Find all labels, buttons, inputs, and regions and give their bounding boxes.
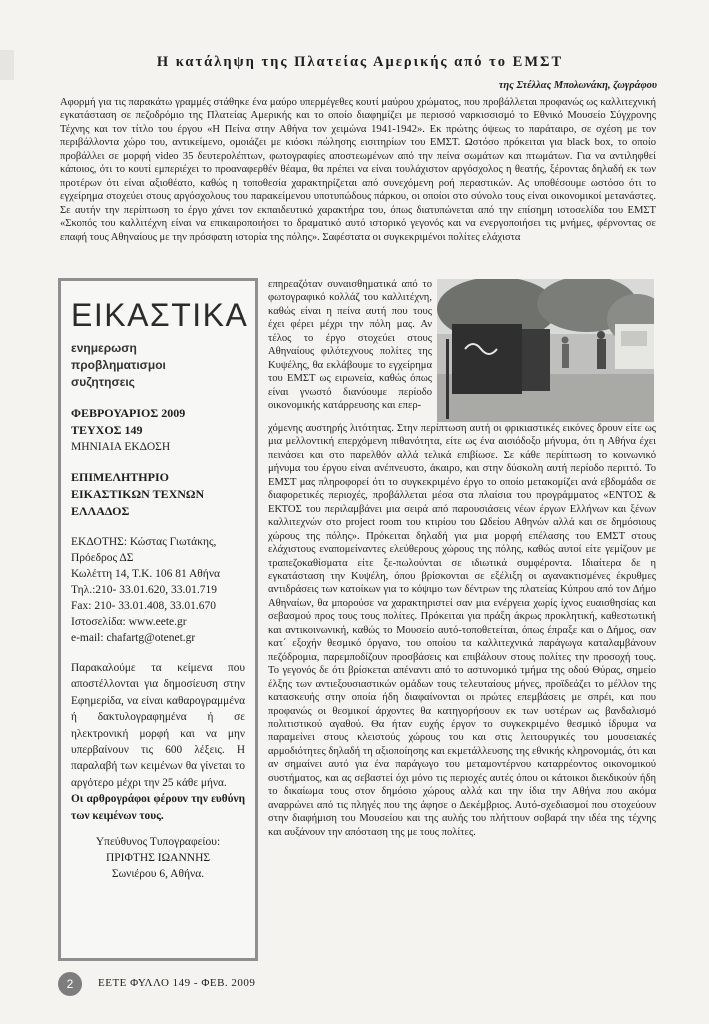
article-title: Η κατάληψη της Πλατείας Αμερικής από το ΕΜΣΤ (156, 54, 564, 70)
masthead-sub-2: προβληματισμοι (71, 358, 166, 372)
org-name-3: ΕΛΛΑΔΟΣ (71, 504, 130, 518)
org-name-1: ΕΠΙΜΕΛΗΤΗΡΙΟ (71, 470, 169, 484)
address: Κωλέττη 14, Τ.Κ. 106 81 Αθήνα (71, 568, 221, 580)
masthead-sub-3: συζητησεις (71, 375, 135, 389)
printer-name: ΠΡΙΦΤΗΣ ΙΩΑΝΝΗΣ (105, 852, 211, 865)
printer-label: Υπεύθυνος Τυπογραφείου: (95, 836, 221, 849)
submission-note: Παρακαλούμε τα κείμενα που αποστέλλονται για δημοσίευση στην Εφημερίδα, να είναι καθαρογραμμένα ή δακτυλογραφημένα ή σε ηλεκτρονική μορφή και να μην υπερβαίνουν τις 600 λέξεις. Η παραλαβή των κειμένων θα γίνεται το αργότερο μέχρι την 25 κάθε μήνα. (71, 662, 245, 789)
masthead-box (58, 278, 258, 961)
publisher-line-2: Πρόεδρος ΔΣ (71, 552, 134, 564)
org-name-2: ΕΙΚΑΣΤΙΚΩΝ ΤΕΧΝΩΝ (71, 487, 205, 501)
issue-frequency: ΜΗΝΙΑΙΑ ΕΚΔΟΣΗ (71, 441, 171, 453)
main-column-text: χόμενης αυστηρής λιτότητας. Στην περίπτωση αυτή οι φρικιαστικές εικόνες δρουν είτε ως μια μελλοντική επερχόμενη πιθανότητα, είτε ως ένα αισιόδοξο μήνυμα, ότι η Αθήνα έχει πεινάσει και στο παρελθόν αλλά τελικά επιβίωσε. Σε κάθε περίπτωση το κοινωνικό μήνυμα του έργου είναι ανέπνευστο, άκαιρο, και στην δύσκολη αυτή περίοδο περιττό. Το ΕΜΣΤ μας πληροφορεί ότι το συγκεκριμένο έργο το οποίο μετακομίζει ανά εβδομάδα σε διαφορετικές περιοχές, προβάλλεται μέσα στα πλαίσια του προγράμματος «ΕΝΤΟΣ & ΕΚΤΟΣ του περιλαμβάνει μια σειρά από παρουσιάσεις νέων έργων Ελλήνων και ξένων καλλιτεχνών στο project room του κτιρίου του Ωδείου Αθηνών αλλά και σε δημόσιους χώρους της πόλης». Πρόκειται δηλαδή για μια μορφή επέλασης του ΕΜΣΤ στους ελάχιστους εναπομείναντες ελεύθερους χώρους της πόλης, καθώς αυτοί είτε γεμίζουν με τραπεζοκαθίσματα είτε ξε-πωλούνται σε ιδιωτικά συμφέροντα. Ιδιαίτερα δε η εγκατάσταση την Κυψέλη, όπου βρίσκονται σε εξέλιξη οι αγανακτισμένες έκρυθμες αντιδράσεις των κατοίκων για το κόψιμο των δέντρων της πλατείας Κύπρου από τον Δήμο Αθηναίων, θα μπορούσε να χαρακτηριστεί σαν μια ενέργεια χωρίς ίχνος ευαισθησίας και σεβασμού προς τους τους πολίτες. Πρόκειται για πράξη άκρως προκλητική, καθεστωτική και αντικοινωνική, καθώς το Μουσείο αυτό-τοποθετείται, όπως έπραξε και ο Δήμος, σαν κατ΄ εξοχήν θεσμικό όργανο, του οποίου τα καλλιτεχνικά παράγωγα καταλαμβάνουν πεζόδρομια, παρεμποδίζουν προσβάσεις και επιβάλουν στους πολίτες την προσοχή τους. Το γεγονός δε ότι βρίσκεται απέναντι από το αστυνομικό τμήμα της οδού Θύρας, σημείο έλξης των αντιεξουσιαστικών ομάδων τους τελευταίους μήνες, προϊδεάζει το μέλλον της κατασκευής στην οποία ήδη διαφαίνονται οι πρώτες επεμβάσεις με σπρέι, και που προφανώς οι θεσμικοί άρχοντες θα κατηγορήσουν εκ των υστέρων ως βανδαλισμό πολιτιστικού αγαθού. Θα ήταν ευχής έργον το συγκεκριμένο θεσμικό ίδρυμα να παραμείνει στους κλειστούς χώρους του και στις λειτουργικές του μουσειακές αρμοδιότητες δηλαδή τη αξιοποίησης και εκμετάλλευσης της εθνικής κληρονομιάς, ότι και αν σημαίνει αυτό για ένα παράγωγο του μεταμοντέρνου καταρρέοντος οικονομικού συστήματος, και ας σεβαστεί όχι μόνο τις περιοχές αυτές όπου οι κάτοικοι διεκδικούν ήδη το δικαίωμα τους στον δημόσιο χώρους αλλά και την ίδια την Αθήνα που ακόμα αναρρώνει από τις πληγές που της άφησε ο Δεκέμβριος. Αυτό-σχεδιασμοί που στοχεύουν στην διαφήμιση του Μουσείου και της αυλής του πλήττουν σοβαρά την ιδέα της τέχνης και αυξάνουν την απόσταση της με τους πολίτες. (268, 423, 656, 838)
issue-month: ΦΕΒΡΟΥΑΡΙΟΣ 2009 (71, 406, 186, 420)
email: e-mail: chafartg@otenet.gr (71, 632, 196, 644)
street-photo (437, 279, 654, 422)
article-intro (60, 96, 656, 244)
article-right-column (268, 278, 432, 413)
publisher-line-1: ΕΚΔΟΤΗΣ: Κώστας Γιωτάκης, (71, 536, 217, 548)
website: Ιστοσελίδα: www.eete.gr (71, 616, 187, 628)
responsibility-note: Οι αρθρογράφοι φέρουν την ευθύνη των κειμένων τους. (71, 793, 245, 822)
page-number: 2 (58, 972, 82, 996)
issue-number: ΤΕΥΧΟΣ 149 (71, 423, 143, 437)
printer-address: Σωνιέρου 6, Αθήνα. (111, 868, 205, 881)
photo-illustration (437, 279, 654, 422)
right-column-text: επηρεαζόταν συναισθηματικά από το φωτογραφικό κολλάζ του καλλιτέχνη, καθώς είναι η πείνα αυτή που τους έχει φέρει μέχρι την πόλη μας. Αν τέλος το έργο στοχεύει στους Αθηναίους φιλότεχνους πολίτες της Κυψέλης, θα εκλάβουμε το εγχείρημα του ΕΜΣΤ ως ειρωνεία, καθώς όπως είναι γνωστό διανύουμε περίοδο οικονομικής κατάρρευσης και επερ- (268, 279, 432, 412)
page-edge-left (0, 50, 14, 80)
intro-paragraph: Αφορμή για τις παρακάτω γραμμές στάθηκε ένα μαύρο υπερμέγεθες κουτί μαύρου χρώματος, που προβάλλεται προφανώς ως καλλιτεχνική εγκατάσταση σε πεζοδρόμιο της Πλατείας Αμερικής και το οποίο διαφημίζει με περισσό ναρκισσισμό το Εθνικό Μουσείο Σύγχρονης Τέχνης και τον τίτλο του έργου «Η Πείνα στην Αθήνα τον χειμώνα 1941-1942». Εκ πρώτης όψεως το παράταιρο, σε σχέση με τον περιβάλλοντα χώρο του, αντικείμενο, ομοιάζει με κιόσκι πώλησης εισιτηρίων του ΕΜΣΤ. Ωστόσο πρόκειται για black box, το οποίο προβάλλει σε μορφή video 35 δευτερολέπτων, φωτογραφίες αποστεωμένων από την πείνα σωμάτων και πτωμάτων. Για να αντιληφθεί κάποιος, ότι το κουτί εμπεριέχει το προαναφερθέν θέαμα, θα πρέπει να είναι τουλάχιστον αργόσχολος η θεατής, ξέροντας δηλαδή εκ των προτέρων ότι είναι αξιοθέατο, καθώς η τοποθεσία χαρακτηρίζεται από συνεχόμενη ροή περαστικών. Ας υποθέσουμε ωστόσο ότι το εγχείρημα στοχεύει στους αργόσχολους του παρακείμενου υποτυπώδους πάρκου, οι οποίοι στο σύνολο τους είναι οικονομικοί μετανάστες. Σε αυτήν την περίπτωση το έργο χάνει τον εκπαιδευτικό χαρακτήρα του, όπως διατυπώνεται από την επίσημη ιστοσελίδα του ΕΜΣΤ «Σκοπός του καλλιτέχνη είναι να επικαιροποιήσει το δραματικό αυτό ιστορικό γεγονός και να ενεργοποιήσει τις μνήμες, φέρνοντας σε επαφή τους Αθηναίους με την πρόσφατη ιστορία της πόλης». Σαφέστατα οι συγκεκριμένοι πολίτες ελάχιστα (60, 97, 656, 243)
phone: Τηλ.:210- 33.01.620, 33.01.719 (71, 584, 217, 596)
article-byline: της Στέλλας Μπολωνάκη, ζωγράφου (498, 80, 657, 91)
footer-text: ΕΕΤΕ ΦΥΛΛΟ 149 - ΦΕΒ. 2009 (98, 977, 256, 989)
fax: Fax: 210- 33.01.408, 33.01.670 (71, 600, 217, 612)
page-footer (58, 972, 358, 996)
masthead-sub-1: ενημερωση (71, 341, 137, 355)
article-main-column (268, 422, 656, 839)
masthead-title: ΕΙΚΑΣΤΙΚΑ (71, 297, 249, 333)
